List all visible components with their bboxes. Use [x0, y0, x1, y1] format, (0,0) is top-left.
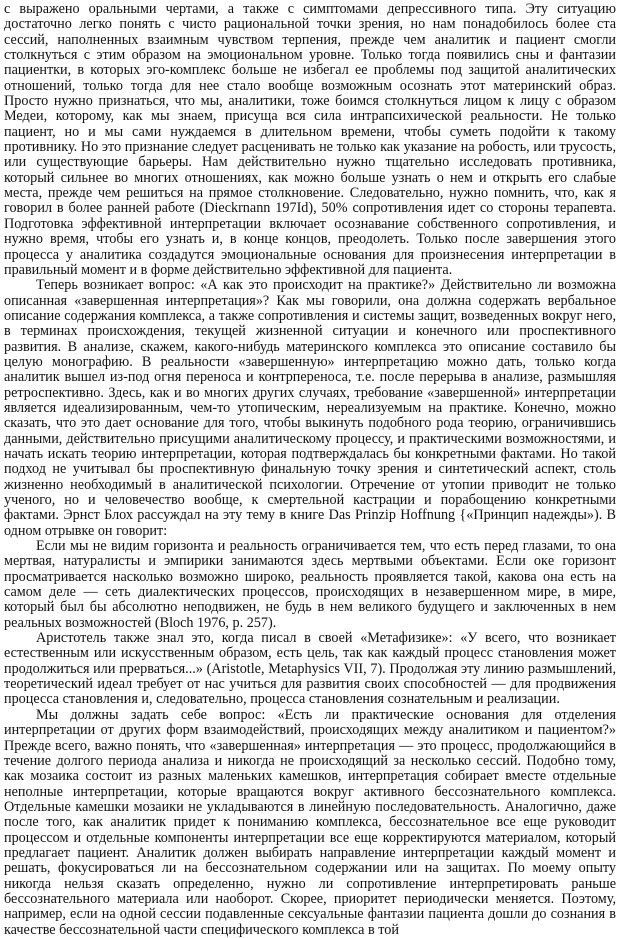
paragraph-2: Теперь возникает вопрос: «А как это происходит на практике?» Действительно ли возможна описанная «завершенная интерпретация»? Как мы говорили, она должна содержать вербальное описание содержания комплекса, а также сопротивления и системы защит, возведенных вокруг него, в терминах происхождения, текущей жизненной ситуации и конечного или проспективного развития. В анализе, скажем, какого-нибудь материнского комплекса это описание составило бы целую монографию. В реальности «завершенную» интерпретацию можно дать, только когда аналитик вышел из-под огня переноса и контрпереноса, т.е. после перерыва в анализе, размышляя ретроспективно. Здесь, как и во многих других случаях, требование «завершенной» интерпретации является идеализированным, чем-то утопическим, нереализуемым на практике. Конечно, можно сказать, что это дает основание для того, чтобы выкинуть подобного рода теорию, ограничившись данными, действительно присущими аналитическому процессу, и практическими возможностями, и начать искать теорию интерпретации, которая подтверждалась бы конкретными фактами. Но такой подход не учитывал бы проспективную финальную точку зрения и синтетический аспект, столь жизненно необходимый в аналитической психологии. Отречение от утопии приводит не только ученого, но и человечество вообще, к смертельной кастрации и порабощению конкретными фактами. Эрнст Блох рассуждал на эту тему в книге Das Prinzip Hoffnung {«Принцип надежды»). В одном отрывке он говорит:	[4, 277, 616, 539]
quote-paragraph: Если мы не видим горизонта и реальность ограничивается тем, что есть перед глазами, то она мертвая, натуралисты и эмпирики занимаются здесь мертвыми объектами. Если окe горизонт просматривается насколько возможно широко, реальность проявляется такой, какова она есть на самом деле — сеть диалектических процессов, происходящих в незавершенном мире, в мире, который был бы абсолютно неподвижен, не будь в нем великого будущего и заключенных в нем реальных возможностей (Bloch 1976, p. 257).	[4, 538, 616, 631]
paragraph-1: с выражено оральными чертами, а также с симптомами депрессивного типа. Эту ситуацию достаточно легко понять с чисто рациональной точки зрения, но нам понадобилось более ста сессий, наполненных взаимным чувством терпения, прежде чем аналитик и пациент смогли столкнуться с этим образом на эмоциональном уровне. Только тогда появились сны и фантазии пациентки, в которых эго-комплекс больше не избегал ее проблемы под защитой аналитических отношений, только тогда для нее стало вообще возможным осознать этот материнский образ. Просто нужно признаться, что мы, аналитики, тоже боимся столкнуться лицом к лицу с образом Медеи, которому, как мы знаем, присуща вся сила интрапсихической реальности. Не только пациент, но и мы сами нуждаемся в длительном времени, чтобы суметь подойти к такому противнику. Но это признание следует расценивать не только как указание на робость, или трусость, или существующие барьеры. Нам действительно нужно тщательно исследовать противника, который сильнее во многих отношениях, как можно больше узнать о нем и открыть его слабые места, прежде чем решиться на прямое столкновение. Следовательно, нужно помнить, что, как я говорил в более ранней работе (Dieckrnann 197Id), 50% сопротивления идет со стороны терапевта. Подготовка эффективной интерпретации включает осознавание собственного сопротивления, и нужно время, чтобы его узнать и, в конце концов, преодолеть. Только после завершения этого процесса у аналитика создадутся эмоциональные основания для произнесения интерпретации в правильный момент и в форме действительно эффективной для пациента.	[4, 1, 616, 278]
paragraph-4: Мы должны задать себе вопрос: «Есть ли практические основания для отделения интерпретации от других форм взаимодействий, происходящих между аналитиком и пациентом?» Прежде всего, важно понять, что «завершенная» интерпретация — это процесс, продолжающийся в течение долгого периода анализа и никогда не происходящий за несколько сессий. Подобно тому, как мозаика состоит из разных маленьких камешков, интерпретация собирает вместе отдельные неполные интерпретации, которые вращаются вокруг активного бессознательного комплекса. Отдельные камешки мозаики не укладываются в линейную последовательность. Аналогично, даже после того, как аналитик придет к пониманию комплекса, бессознательное все еще руководит процессом и отдельные компоненты интерпретации все еще корректируются материалом, который предлагает пациент. Аналитик должен выбирать направление интерпретации каждый момент и решать, фокусироваться ли на бессознательном содержании или на защитах. По моему опыту никогда нельзя сказать определенно, нужно ли сопротивление интерпретировать раньше бессознательного материала или наоборот. Скорее, приоритет периодически меняется. Поэтому, например, если на одной сессии подавленные сексуальные фантазии пациента дошли до сознания в качестве бессознательной части специфического комплекса в той	[4, 706, 616, 938]
paragraph-3: Аристотель также знал это, когда писал в своей «Метафизике»: «У всего, что возникает естественным или искусственным образом, есть цель, так как каждый процесс становления может продолжиться или прерваться...» (Aristotle, Metaphysics VII, 7). Продолжая эту линию размышлений, теоретический идеал требует от нас учиться для развития своих способностей — для продвижения процесса становления и, следовательно, процесса становления сознательным и реализации.	[4, 630, 616, 708]
